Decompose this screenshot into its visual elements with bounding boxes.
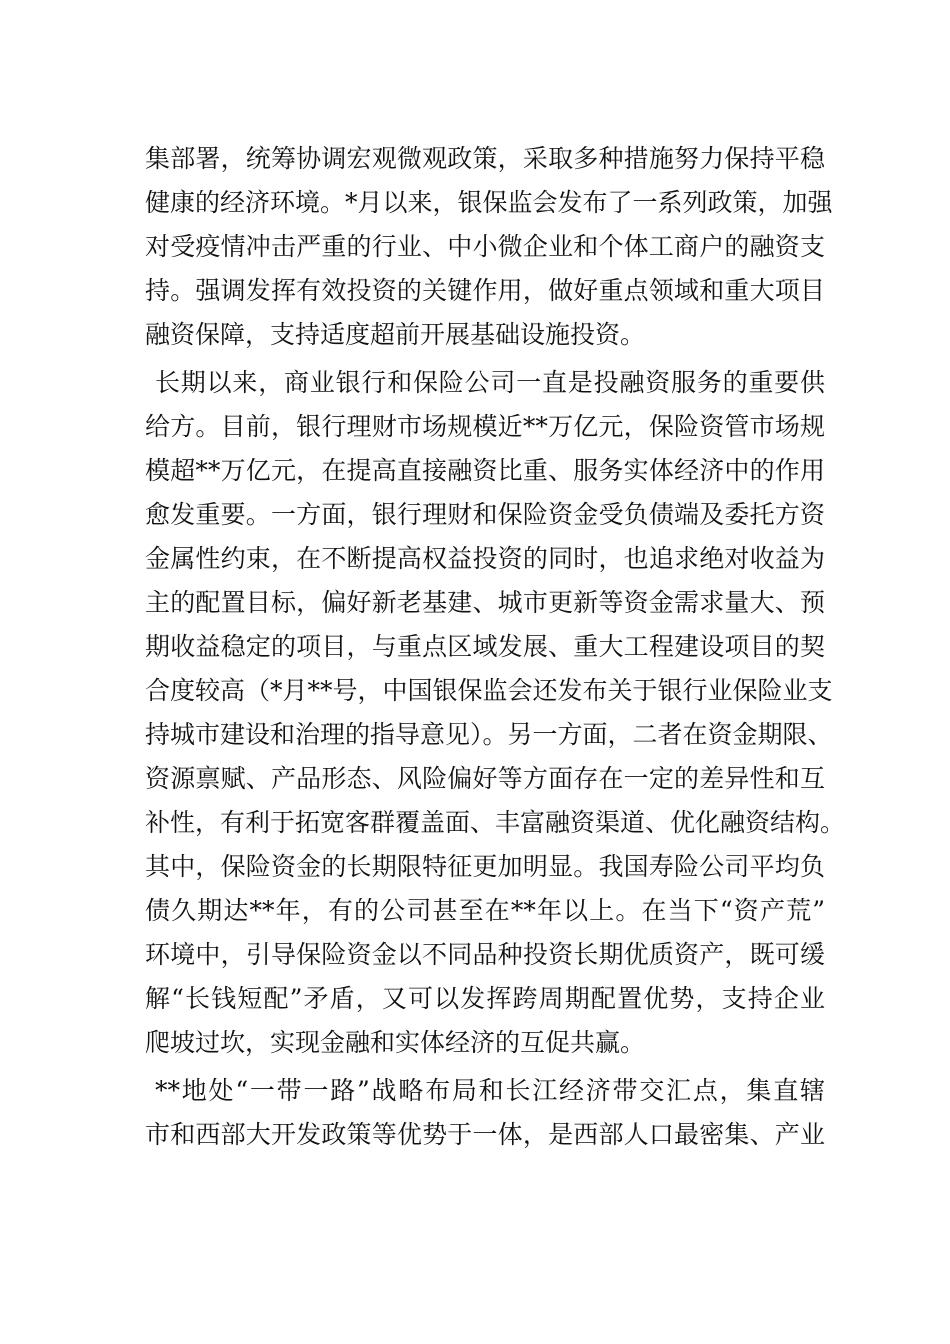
text-line: 环境中，引导保险资金以不同品种投资长期优质资产，既可缓 [145,940,825,969]
text-line: 长期以来，商业银行和保险公司一直是投融资服务的重要供 [155,368,825,397]
text-line: 期收益稳定的项目，与重点区域发展、重大工程建设项目的契 [145,632,825,661]
text-line: 其中，保险资金的长期限特征更加明显。我国寿险公司平均负 [145,852,825,881]
text-line: 集部署，统筹协调宏观微观政策，采取多种措施努力保持平稳 [145,144,825,173]
text-line: **地处“一带一路”战略布局和长江经济带交汇点，集直辖 [155,1076,825,1105]
text-line: 金属性约束，在不断提高权益投资的同时，也追求绝对收益为 [145,544,825,573]
text-line: 持城市建设和治理的指导意见）。另一方面，二者在资金期限、 [145,720,833,749]
paragraph-1 [145,137,833,357]
text-line: 债久期达**年，有的公司甚至在**年以上。在当下“资产荒” [145,896,825,925]
text-line: 主的配置目标，偏好新老基建、城市更新等资金需求量大、预 [145,588,825,617]
text-line: 健康的经济环境。*月以来，银保监会发布了一系列政策，加强 [145,188,833,217]
paragraph-3 [145,1069,825,1157]
text-line: 爬坡过坎，实现金融和实体经济的互促共赢。 [145,1028,646,1057]
text-line: 合度较高（*月**号，中国银保监会还发布关于银行业保险业支 [145,676,833,705]
text-line: 给方。目前，银行理财市场规模近**万亿元，保险资管市场规 [145,412,825,441]
text-line: 持。强调发挥有效投资的关键作用，做好重点领域和重大项目 [145,276,825,305]
text-line: 对受疫情冲击严重的行业、中小微企业和个体工商户的融资支 [145,232,825,261]
text-line: 解“长钱短配”矛盾，又可以发挥跨周期配置优势，支持企业 [145,984,825,1013]
text-line: 愈发重要。一方面，银行理财和保险资金受负债端及委托方资 [145,500,825,529]
text-line: 补性，有利于拓宽客群覆盖面、丰富融资渠道、优化融资结构。 [145,808,846,837]
document-body [145,137,846,1157]
text-line: 市和西部大开发政策等优势于一体，是西部人口最密集、产业 [145,1120,825,1149]
text-line: 模超**万亿元，在提高直接融资比重、服务实体经济中的作用 [145,456,825,485]
paragraph-2 [145,361,846,1065]
text-line: 资源禀赋、产品形态、风险偏好等方面存在一定的差异性和互 [145,764,825,793]
text-line: 融资保障，支持适度超前开展基础设施投资。 [145,320,646,349]
